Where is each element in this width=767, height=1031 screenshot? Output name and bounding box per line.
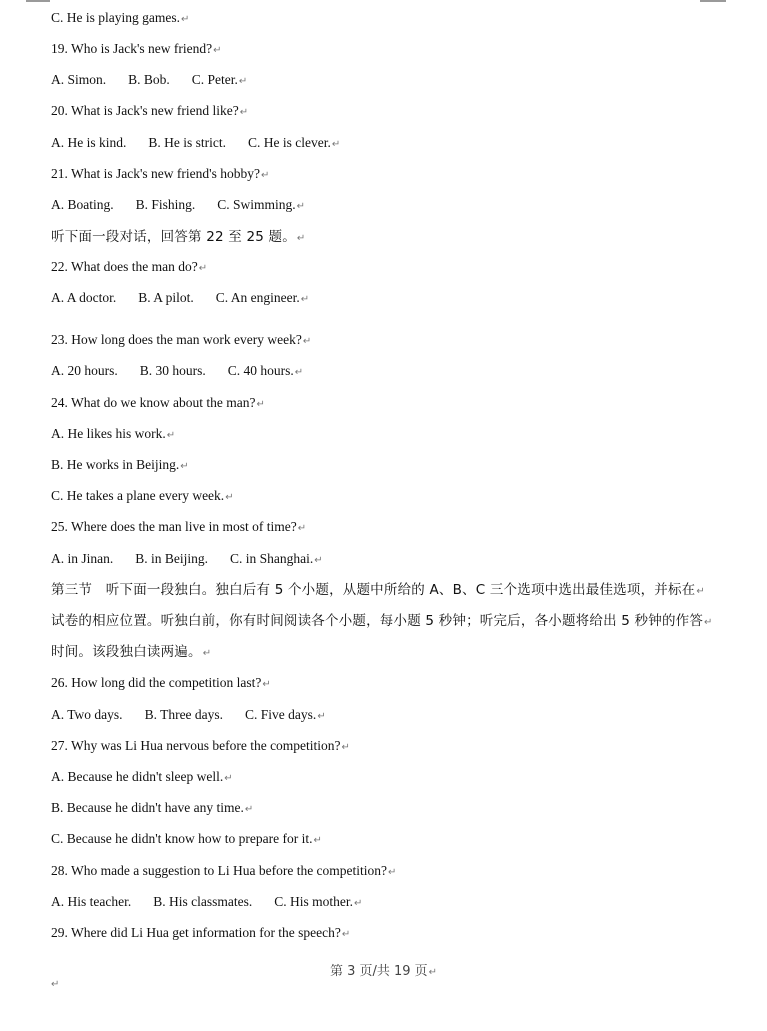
paragraph-mark-icon: ↵ (704, 617, 713, 628)
paragraph-mark-icon: ↵ (213, 45, 222, 56)
answer-option: A. in Jinan. (51, 551, 114, 566)
answer-options-row (51, 133, 340, 155)
question-line (51, 486, 234, 508)
page-footer (0, 962, 767, 983)
paragraph-mark-icon: ↵ (341, 929, 351, 940)
paragraph-mark-icon: ↵ (262, 679, 271, 690)
paragraph-mark-icon: ↵ (260, 170, 270, 181)
paragraph-mark-icon: ↵ (202, 648, 212, 659)
answer-option: C. Five days. (245, 707, 317, 722)
line-text: 听下面一段对话，回答第 22 至 25 题。 (51, 229, 296, 245)
line-text: 26. How long did the competition last? (51, 675, 262, 690)
paragraph-mark-icon: ↵ (238, 76, 248, 87)
line-text: B. Because he didn't have any time. (51, 800, 244, 815)
answer-option: A. Boating. (51, 197, 114, 212)
line-text: 时间。该段独白读两遍。 (51, 644, 202, 660)
line-text: 25. Where does the man live in most of time? (51, 519, 297, 534)
answer-option: C. Swimming. (217, 197, 296, 212)
question-line (51, 455, 189, 477)
paragraph-mark-icon: ↵ (51, 979, 60, 990)
section-instruction (51, 227, 306, 249)
answer-options-row (51, 549, 323, 571)
answer-options-row (51, 705, 326, 727)
answer-option: C. An engineer. (215, 290, 300, 305)
answer-option: B. Bob. (128, 72, 170, 87)
paragraph-mark-icon: ↵ (331, 139, 341, 150)
answer-option: C. 40 hours. (227, 363, 294, 378)
paragraph-mark-icon: ↵ (256, 399, 265, 410)
corner-crop-mark-left (26, 0, 50, 2)
answer-option: A. 20 hours. (51, 363, 118, 378)
line-text: C. He takes a plane every week. (51, 488, 225, 503)
answer-options-row (51, 195, 305, 217)
line-text: C. He is playing games. (51, 10, 180, 25)
answer-option: B. Three days. (144, 707, 224, 722)
line-text: 21. What is Jack's new friend's hobby? (51, 166, 260, 181)
line-text: 28. Who made a suggestion to Li Hua before the competition? (51, 863, 388, 878)
question-line (51, 393, 265, 415)
question-line (51, 861, 396, 883)
paragraph-mark-icon: ↵ (166, 430, 176, 441)
answer-option: C. His mother. (274, 894, 353, 909)
answer-option: A. He is kind. (51, 135, 127, 150)
answer-option: B. Fishing. (135, 197, 196, 212)
question-line (51, 923, 350, 945)
line-text: 29. Where did Li Hua get information for the speech? (51, 925, 341, 940)
line-text: 27. Why was Li Hua nervous before the competition? (51, 738, 341, 753)
answer-option: A. A doctor. (51, 290, 117, 305)
question-line (51, 424, 175, 446)
page-number: 第 3 页/共 19 页 (329, 964, 428, 979)
paragraph-mark-icon: ↵ (296, 201, 306, 212)
paragraph-mark-icon: ↵ (313, 835, 322, 846)
answer-option: A. Two days. (51, 707, 123, 722)
answer-option: C. He is clever. (248, 135, 331, 150)
line-text: 22. What does the man do? (51, 259, 198, 274)
paragraph-mark-icon: ↵ (354, 898, 363, 909)
answer-option: B. A pilot. (138, 290, 194, 305)
paragraph-mark-icon: ↵ (302, 336, 312, 347)
question-line (51, 736, 350, 758)
paragraph-mark-icon: ↵ (224, 773, 233, 784)
paragraph-mark-icon: ↵ (317, 711, 326, 722)
question-line (51, 798, 253, 820)
answer-option: A. His teacher. (51, 894, 132, 909)
question-line (51, 257, 207, 279)
paragraph-mark-icon: ↵ (198, 263, 208, 274)
question-line (51, 517, 306, 539)
paragraph-mark-icon: ↵ (239, 107, 249, 118)
answer-option: A. Simon. (51, 72, 107, 87)
line-text: A. He likes his work. (51, 426, 166, 441)
section-instruction (51, 642, 211, 664)
section-instruction (51, 611, 713, 633)
paragraph-mark-icon: ↵ (244, 804, 254, 815)
paragraph-mark-icon: ↵ (296, 233, 306, 244)
answer-option: B. 30 hours. (139, 363, 206, 378)
paragraph-mark-icon: ↵ (428, 967, 438, 978)
section-instruction (51, 580, 705, 602)
question-line (51, 673, 271, 695)
line-text: 试卷的相应位置。听独白前，你有时间阅读各个小题，每小题 5 秒钟；听完后，各小题将给出 5 秒钟的作答 (51, 613, 704, 629)
paragraph-mark-icon: ↵ (696, 586, 705, 597)
paragraph-mark-icon: ↵ (180, 14, 190, 25)
question-line (51, 39, 222, 61)
line-text: 19. Who is Jack's new friend? (51, 41, 213, 56)
answer-options-row (51, 288, 309, 310)
paragraph-mark-icon: ↵ (294, 367, 304, 378)
line-text: 20. What is Jack's new friend like? (51, 103, 239, 118)
paragraph-mark-icon: ↵ (297, 523, 307, 534)
line-text: 23. How long does the man work every week? (51, 332, 302, 347)
answer-options-row (51, 892, 362, 914)
question-line (51, 101, 248, 123)
answer-option: C. in Shanghai. (230, 551, 314, 566)
question-line (51, 8, 189, 30)
paragraph-mark-icon: ↵ (180, 461, 189, 472)
paragraph-mark-icon: ↵ (314, 555, 323, 566)
line-text: 24. What do we know about the man? (51, 395, 256, 410)
line-text: B. He works in Beijing. (51, 457, 180, 472)
line-text: 第三节 听下面一段独白。独白后有 5 个小题，从题中所给的 A、B、C 三个选项中选出最佳选项，并标在 (51, 582, 696, 598)
question-line (51, 829, 322, 851)
question-line (51, 330, 311, 352)
paragraph-mark-icon: ↵ (225, 492, 234, 503)
corner-crop-mark-right (700, 0, 726, 2)
question-line (51, 164, 269, 186)
question-line (51, 767, 233, 789)
answer-option: B. in Beijing. (135, 551, 209, 566)
paragraph-mark-icon: ↵ (341, 742, 350, 753)
answer-options-row (51, 361, 303, 383)
answer-options-row (51, 70, 247, 92)
answer-option: B. He is strict. (148, 135, 226, 150)
line-text: C. Because he didn't know how to prepare for it. (51, 831, 313, 846)
answer-option: B. His classmates. (153, 894, 253, 909)
answer-option: C. Peter. (191, 72, 238, 87)
paragraph-mark-icon: ↵ (300, 294, 310, 305)
paragraph-mark-icon: ↵ (388, 867, 397, 878)
line-text: A. Because he didn't sleep well. (51, 769, 224, 784)
